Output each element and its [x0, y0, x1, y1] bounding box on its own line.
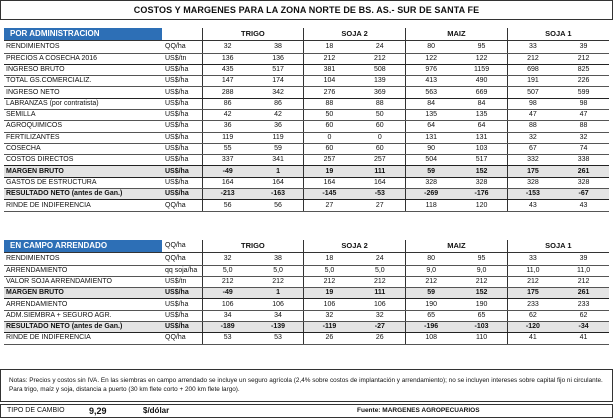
- value-cell: 517: [456, 155, 507, 166]
- value-cell: 42: [253, 109, 304, 120]
- admin-table-row: [4, 177, 609, 188]
- row-unit: US$/ha: [162, 189, 202, 200]
- exchange-rate-label: TIPO DE CAMBIO: [7, 407, 65, 414]
- row-unit: QQ/ha: [162, 333, 202, 344]
- arr-table-row: [4, 321, 609, 332]
- value-cell: 212: [507, 276, 558, 287]
- value-cell: 56: [253, 200, 304, 211]
- notes: Notas: Precios y costos sin IVA. En las siembras en campo arrendado se incluye un seguro agrícola (2,4% sobre costos de implantación y arrendamiento); no se incluyen intereses sobre capital fijo ni circulante. Para trigo, maíz y soja, distancia a puerto (30 km flete corto + 200 km flete largo).: [0, 369, 613, 402]
- admin-section-title: POR ADMINISTRACION: [4, 28, 162, 40]
- row-label: RINDE DE INDIFERENCIA: [4, 333, 162, 344]
- value-cell: 508: [355, 64, 406, 75]
- row-label: PRECIOS A COSECHA 2016: [4, 53, 162, 64]
- arr-table-row: [4, 265, 609, 276]
- value-cell: 212: [507, 53, 558, 64]
- value-cell: 27: [304, 200, 355, 211]
- value-cell: -145: [304, 189, 355, 200]
- value-cell: 490: [456, 76, 507, 87]
- row-label: MARGEN BRUTO: [4, 166, 162, 177]
- value-cell: 5,0: [355, 265, 406, 276]
- admin-crop-header: TRIGO: [202, 28, 304, 40]
- value-cell: 108: [406, 333, 457, 344]
- row-label: TOTAL GS.COMERCIALIZ.: [4, 76, 162, 87]
- admin-table-row: [4, 121, 609, 132]
- row-unit: qq soja/ha: [162, 265, 202, 276]
- value-cell: 86: [253, 98, 304, 109]
- value-cell: 41: [558, 333, 609, 344]
- value-cell: 27: [355, 200, 406, 211]
- value-cell: 1: [253, 288, 304, 299]
- admin-crop-header: SOJA 1: [507, 28, 609, 40]
- arr-section-unit: QQ/ha: [162, 240, 202, 252]
- value-cell: 98: [558, 98, 609, 109]
- value-cell: 56: [202, 200, 253, 211]
- value-cell: 106: [202, 299, 253, 310]
- arr-table-row: [4, 276, 609, 287]
- value-cell: 5,0: [202, 265, 253, 276]
- value-cell: 38: [253, 40, 304, 53]
- arr-table-row: [4, 288, 609, 299]
- value-cell: 0: [355, 132, 406, 143]
- row-label: INGRESO BRUTO: [4, 64, 162, 75]
- row-label: COSTOS DIRECTOS: [4, 155, 162, 166]
- arrendado-table: [4, 240, 609, 345]
- admin-header-row: [4, 28, 609, 40]
- value-cell: 152: [456, 166, 507, 177]
- value-cell: 11,0: [507, 265, 558, 276]
- value-cell: 164: [202, 177, 253, 188]
- value-cell: 122: [406, 53, 457, 64]
- value-cell: 517: [253, 64, 304, 75]
- row-unit: US$/ha: [162, 299, 202, 310]
- value-cell: 19: [304, 288, 355, 299]
- value-cell: 175: [507, 166, 558, 177]
- value-cell: -213: [202, 189, 253, 200]
- row-unit: US$/ha: [162, 321, 202, 332]
- value-cell: 53: [253, 333, 304, 344]
- value-cell: 95: [456, 252, 507, 265]
- value-cell: 50: [304, 109, 355, 120]
- value-cell: 139: [355, 76, 406, 87]
- value-cell: 233: [507, 299, 558, 310]
- value-cell: 122: [456, 53, 507, 64]
- value-cell: 42: [202, 109, 253, 120]
- value-cell: 88: [507, 121, 558, 132]
- value-cell: 36: [202, 121, 253, 132]
- value-cell: 276: [304, 87, 355, 98]
- value-cell: 212: [304, 53, 355, 64]
- value-cell: 60: [355, 143, 406, 154]
- row-unit: US$/ha: [162, 76, 202, 87]
- admin-table-row: [4, 143, 609, 154]
- row-unit: US$/tn: [162, 276, 202, 287]
- value-cell: 34: [202, 310, 253, 321]
- admin-table-row: [4, 200, 609, 211]
- row-unit: US$/ha: [162, 98, 202, 109]
- value-cell: 60: [304, 121, 355, 132]
- value-cell: 80: [406, 40, 457, 53]
- value-cell: 164: [304, 177, 355, 188]
- value-cell: 338: [558, 155, 609, 166]
- value-cell: 825: [558, 64, 609, 75]
- admin-section-unit: [162, 28, 202, 40]
- value-cell: 47: [507, 109, 558, 120]
- row-label: RESULTADO NETO (antes de Gan.): [4, 321, 162, 332]
- admin-table-row: [4, 98, 609, 109]
- admin-crop-header: MAIZ: [406, 28, 508, 40]
- admin-table-row: [4, 76, 609, 87]
- footer: [0, 404, 613, 418]
- row-label: RENDIMIENTOS: [4, 252, 162, 265]
- row-label: FERTILIZANTES: [4, 132, 162, 143]
- value-cell: 435: [202, 64, 253, 75]
- admin-crop-header: SOJA 2: [304, 28, 406, 40]
- value-cell: 53: [202, 333, 253, 344]
- exchange-rate-value: 9,29: [89, 406, 107, 416]
- value-cell: 55: [202, 143, 253, 154]
- row-label: LABRANZAS (por contratista): [4, 98, 162, 109]
- value-cell: 39: [558, 40, 609, 53]
- arr-crop-header: MAIZ: [406, 240, 508, 252]
- value-cell: 257: [355, 155, 406, 166]
- row-label: RENDIMIENTOS: [4, 40, 162, 53]
- value-cell: 86: [202, 98, 253, 109]
- row-label: VALOR SOJA ARRENDAMIENTO: [4, 276, 162, 287]
- value-cell: 32: [304, 310, 355, 321]
- admin-table-row: [4, 53, 609, 64]
- value-cell: 65: [456, 310, 507, 321]
- arr-table-row: [4, 299, 609, 310]
- admin-table-row: [4, 87, 609, 98]
- value-cell: 32: [355, 310, 406, 321]
- value-cell: -176: [456, 189, 507, 200]
- value-cell: 41: [507, 333, 558, 344]
- exchange-rate-unit: $/dólar: [143, 406, 170, 415]
- value-cell: 328: [558, 177, 609, 188]
- value-cell: 59: [406, 166, 457, 177]
- value-cell: -139: [253, 321, 304, 332]
- value-cell: 88: [355, 98, 406, 109]
- value-cell: 261: [558, 166, 609, 177]
- row-label: RINDE DE INDIFERENCIA: [4, 200, 162, 211]
- value-cell: 84: [406, 98, 457, 109]
- value-cell: 131: [456, 132, 507, 143]
- arr-table-row: [4, 310, 609, 321]
- value-cell: 226: [558, 76, 609, 87]
- value-cell: 103: [456, 143, 507, 154]
- value-cell: 341: [253, 155, 304, 166]
- value-cell: 39: [558, 252, 609, 265]
- value-cell: 43: [507, 200, 558, 211]
- value-cell: 669: [456, 87, 507, 98]
- value-cell: 164: [253, 177, 304, 188]
- value-cell: 65: [406, 310, 457, 321]
- value-cell: 88: [304, 98, 355, 109]
- value-cell: 212: [355, 276, 406, 287]
- value-cell: 95: [456, 40, 507, 53]
- value-cell: 332: [507, 155, 558, 166]
- arr-table-row: [4, 252, 609, 265]
- value-cell: 24: [355, 252, 406, 265]
- value-cell: 1159: [456, 64, 507, 75]
- row-unit: US$/ha: [162, 288, 202, 299]
- value-cell: 36: [253, 121, 304, 132]
- row-unit: US$/ha: [162, 132, 202, 143]
- value-cell: 26: [304, 333, 355, 344]
- value-cell: 88: [558, 121, 609, 132]
- admin-table-row: [4, 40, 609, 53]
- value-cell: 212: [304, 276, 355, 287]
- arr-header-row: [4, 240, 609, 252]
- value-cell: 175: [507, 288, 558, 299]
- value-cell: 47: [558, 109, 609, 120]
- value-cell: 164: [355, 177, 406, 188]
- value-cell: 131: [406, 132, 457, 143]
- value-cell: 563: [406, 87, 457, 98]
- value-cell: 111: [355, 166, 406, 177]
- value-cell: 288: [202, 87, 253, 98]
- value-cell: -103: [456, 321, 507, 332]
- value-cell: 106: [253, 299, 304, 310]
- value-cell: 212: [558, 276, 609, 287]
- value-cell: 106: [355, 299, 406, 310]
- value-cell: -27: [355, 321, 406, 332]
- value-cell: 104: [304, 76, 355, 87]
- value-cell: 0: [304, 132, 355, 143]
- row-label: AGROQUIMICOS: [4, 121, 162, 132]
- value-cell: 62: [558, 310, 609, 321]
- admin-table-row: [4, 166, 609, 177]
- value-cell: 18: [304, 40, 355, 53]
- value-cell: 74: [558, 143, 609, 154]
- arr-section-title: EN CAMPO ARRENDADO: [4, 240, 162, 252]
- value-cell: 33: [507, 40, 558, 53]
- value-cell: 507: [507, 87, 558, 98]
- row-label: MARGEN BRUTO: [4, 288, 162, 299]
- value-cell: 111: [355, 288, 406, 299]
- value-cell: 59: [253, 143, 304, 154]
- value-cell: -34: [558, 321, 609, 332]
- value-cell: 328: [406, 177, 457, 188]
- value-cell: 212: [355, 53, 406, 64]
- value-cell: 11,0: [558, 265, 609, 276]
- value-cell: 18: [304, 252, 355, 265]
- value-cell: 152: [456, 288, 507, 299]
- value-cell: 599: [558, 87, 609, 98]
- row-unit: QQ/ha: [162, 40, 202, 53]
- value-cell: 212: [202, 276, 253, 287]
- value-cell: 342: [253, 87, 304, 98]
- row-unit: US$/ha: [162, 143, 202, 154]
- value-cell: 98: [507, 98, 558, 109]
- row-unit: US$/ha: [162, 177, 202, 188]
- value-cell: 5,0: [304, 265, 355, 276]
- value-cell: 26: [355, 333, 406, 344]
- admin-table-row: [4, 155, 609, 166]
- arr-crop-header: SOJA 2: [304, 240, 406, 252]
- value-cell: -153: [507, 189, 558, 200]
- value-cell: 261: [558, 288, 609, 299]
- value-cell: -119: [304, 321, 355, 332]
- arr-crop-header: TRIGO: [202, 240, 304, 252]
- value-cell: 90: [406, 143, 457, 154]
- row-unit: US$/ha: [162, 121, 202, 132]
- value-cell: 84: [456, 98, 507, 109]
- value-cell: 60: [355, 121, 406, 132]
- source: Fuente: MARGENES AGROPECUARIOS: [357, 407, 480, 414]
- value-cell: 118: [406, 200, 457, 211]
- value-cell: 190: [406, 299, 457, 310]
- value-cell: 212: [558, 53, 609, 64]
- value-cell: 190: [456, 299, 507, 310]
- value-cell: 64: [456, 121, 507, 132]
- value-cell: 233: [558, 299, 609, 310]
- value-cell: 337: [202, 155, 253, 166]
- value-cell: 80: [406, 252, 457, 265]
- admin-table-row: [4, 109, 609, 120]
- row-label: COSECHA: [4, 143, 162, 154]
- row-label: ARRENDAMIENTO: [4, 299, 162, 310]
- value-cell: -53: [355, 189, 406, 200]
- value-cell: 174: [253, 76, 304, 87]
- value-cell: 19: [304, 166, 355, 177]
- row-unit: US$/ha: [162, 155, 202, 166]
- value-cell: 328: [456, 177, 507, 188]
- value-cell: -163: [253, 189, 304, 200]
- arr-crop-header: SOJA 1: [507, 240, 609, 252]
- row-label: RESULTADO NETO (antes de Gan.): [4, 189, 162, 200]
- value-cell: -49: [202, 166, 253, 177]
- row-unit: US$/ha: [162, 87, 202, 98]
- value-cell: 24: [355, 40, 406, 53]
- value-cell: 32: [202, 40, 253, 53]
- value-cell: 60: [304, 143, 355, 154]
- value-cell: -120: [507, 321, 558, 332]
- row-unit: QQ/ha: [162, 200, 202, 211]
- value-cell: 1: [253, 166, 304, 177]
- value-cell: 976: [406, 64, 457, 75]
- arr-table-row: [4, 333, 609, 344]
- value-cell: 413: [406, 76, 457, 87]
- admin-table-row: [4, 189, 609, 200]
- row-label: ARRENDAMIENTO: [4, 265, 162, 276]
- value-cell: 119: [202, 132, 253, 143]
- value-cell: 328: [507, 177, 558, 188]
- row-unit: US$/ha: [162, 109, 202, 120]
- value-cell: 212: [406, 276, 457, 287]
- value-cell: -189: [202, 321, 253, 332]
- value-cell: 62: [507, 310, 558, 321]
- value-cell: 698: [507, 64, 558, 75]
- row-label: GASTOS DE ESTRUCTURA: [4, 177, 162, 188]
- admin-table-row: [4, 132, 609, 143]
- value-cell: 50: [355, 109, 406, 120]
- value-cell: -196: [406, 321, 457, 332]
- value-cell: 147: [202, 76, 253, 87]
- value-cell: 32: [507, 132, 558, 143]
- value-cell: 212: [456, 276, 507, 287]
- admin-table-row: [4, 64, 609, 75]
- row-label: SEMILLA: [4, 109, 162, 120]
- value-cell: 504: [406, 155, 457, 166]
- value-cell: 136: [202, 53, 253, 64]
- value-cell: 59: [406, 288, 457, 299]
- value-cell: -67: [558, 189, 609, 200]
- value-cell: 120: [456, 200, 507, 211]
- value-cell: 212: [253, 276, 304, 287]
- row-unit: US$/ha: [162, 64, 202, 75]
- value-cell: 34: [253, 310, 304, 321]
- value-cell: 110: [456, 333, 507, 344]
- value-cell: 9,0: [406, 265, 457, 276]
- value-cell: 257: [304, 155, 355, 166]
- row-unit: QQ/ha: [162, 252, 202, 265]
- row-unit: US$/ha: [162, 166, 202, 177]
- value-cell: 5,0: [253, 265, 304, 276]
- value-cell: 135: [456, 109, 507, 120]
- row-unit: US$/tn: [162, 53, 202, 64]
- value-cell: 32: [202, 252, 253, 265]
- value-cell: 43: [558, 200, 609, 211]
- value-cell: 9,0: [456, 265, 507, 276]
- value-cell: 67: [507, 143, 558, 154]
- value-cell: 64: [406, 121, 457, 132]
- value-cell: 381: [304, 64, 355, 75]
- report-title: COSTOS Y MARGENES PARA LA ZONA NORTE DE BS. AS.- SUR DE SANTA FE: [0, 0, 613, 20]
- value-cell: 135: [406, 109, 457, 120]
- value-cell: -269: [406, 189, 457, 200]
- value-cell: 106: [304, 299, 355, 310]
- row-label: INGRESO NETO: [4, 87, 162, 98]
- value-cell: -49: [202, 288, 253, 299]
- admin-table: [4, 28, 609, 212]
- value-cell: 119: [253, 132, 304, 143]
- value-cell: 369: [355, 87, 406, 98]
- value-cell: 33: [507, 252, 558, 265]
- row-label: ADM.SIEMBRA + SEGURO AGR.: [4, 310, 162, 321]
- value-cell: 38: [253, 252, 304, 265]
- value-cell: 191: [507, 76, 558, 87]
- value-cell: 136: [253, 53, 304, 64]
- value-cell: 32: [558, 132, 609, 143]
- row-unit: US$/ha: [162, 310, 202, 321]
